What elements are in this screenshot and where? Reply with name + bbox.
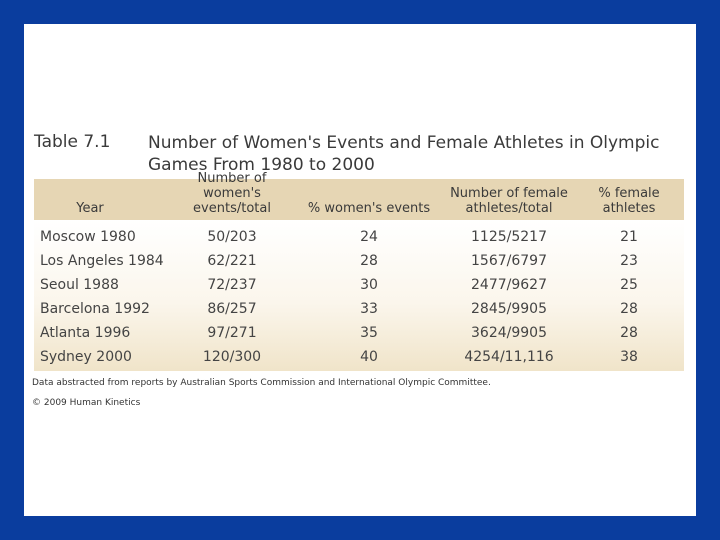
cell-pct-athletes: 23 (620, 253, 638, 269)
cell-athletes: 2845/9905 (471, 301, 547, 317)
cell-events: 72/237 (207, 277, 257, 293)
cell-athletes: 4254/11,116 (464, 349, 554, 365)
cell-pct-events: 33 (360, 301, 378, 317)
cell-pct-events: 30 (360, 277, 378, 293)
cell-events: 97/271 (207, 325, 257, 341)
cell-year: Sydney 2000 (40, 349, 132, 365)
cell-athletes: 1567/6797 (471, 253, 547, 269)
cell-year: Moscow 1980 (40, 229, 136, 245)
header-pct-womens-events: % women's events (307, 201, 431, 216)
cell-events: 120/300 (202, 349, 262, 365)
cell-year: Atlanta 1996 (40, 325, 131, 341)
cell-year: Barcelona 1992 (40, 301, 150, 317)
header-year: Year (76, 201, 104, 216)
cell-pct-athletes: 28 (620, 301, 638, 317)
cell-year: Los Angeles 1984 (40, 253, 164, 269)
cell-events: 62/221 (207, 253, 257, 269)
table-row (34, 346, 684, 370)
source-footnote: Data abstracted from reports by Australian Sports Commission and International Olympic Committee. (32, 378, 491, 388)
header-womens-events: Number of women's events/total (193, 171, 271, 216)
cell-pct-events: 24 (360, 229, 378, 245)
cell-pct-athletes: 28 (620, 325, 638, 341)
cell-pct-athletes: 25 (620, 277, 638, 293)
cell-pct-athletes: 38 (620, 349, 638, 365)
data-table (34, 171, 684, 371)
table-row (34, 322, 684, 346)
cell-pct-events: 40 (360, 349, 378, 365)
table-row (34, 226, 684, 250)
cell-athletes: 2477/9627 (471, 277, 547, 293)
table-row (34, 298, 684, 322)
table-row (34, 274, 684, 298)
cell-pct-events: 35 (360, 325, 378, 341)
table-header (34, 171, 684, 220)
table-title: Number of Women's Events and Female Athletes in Olympic Games From 1980 to 2000 (148, 133, 660, 175)
slide (24, 24, 696, 516)
header-pct-female-athletes: % female athletes (598, 186, 660, 216)
cell-athletes: 3624/9905 (471, 325, 547, 341)
cell-pct-athletes: 21 (620, 229, 638, 245)
cell-athletes: 1125/5217 (471, 229, 547, 245)
table-row (34, 250, 684, 274)
table-body (34, 220, 684, 371)
cell-pct-events: 28 (360, 253, 378, 269)
table-label: Table 7.1 (34, 132, 111, 152)
cell-events: 86/257 (207, 301, 257, 317)
copyright-notice: © 2009 Human Kinetics (32, 398, 141, 408)
header-female-athletes: Number of female athletes/total (450, 186, 568, 216)
cell-events: 50/203 (207, 229, 257, 245)
cell-year: Seoul 1988 (40, 277, 119, 293)
